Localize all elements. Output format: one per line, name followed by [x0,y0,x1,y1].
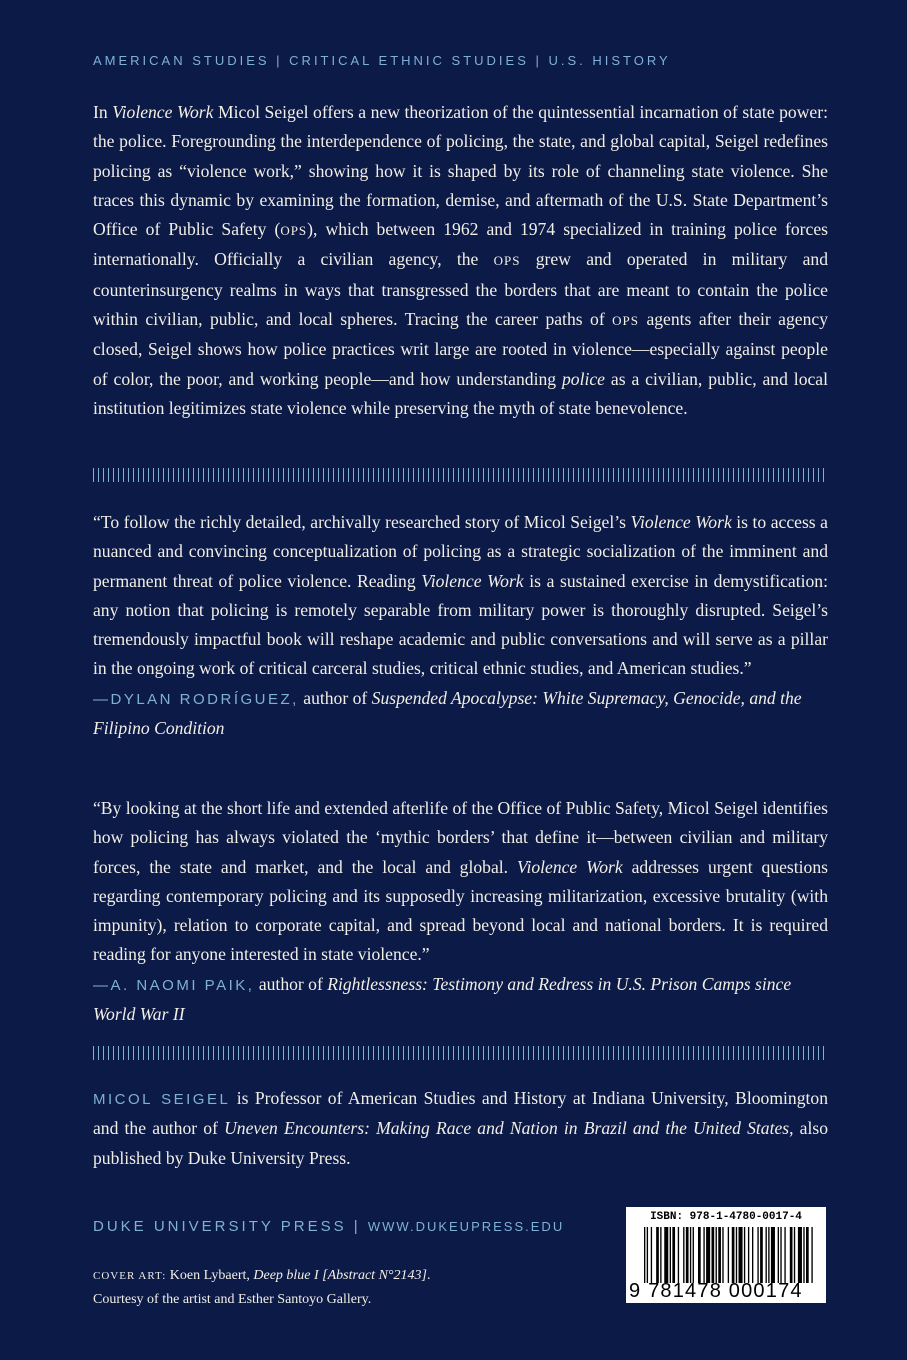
barcode-bar [811,1227,812,1283]
ops-abbrev: OPS [612,313,639,329]
publisher-line: DUKE UNIVERSITY PRESS | WWW.DUKEUPRESS.EDU [93,1218,565,1235]
desc-text: agents after their agency closed, Seigel shows how police practices writ large are rooted in violence—especially against people of color, the poor, and working people—and how understanding [93,309,828,389]
blurb-text: “To follow the richly detailed, archivally researched story of Micol Seigel’s Violence Work is to access a nuanced and convincing conceptualization of policing as a strategic socialization of the imminent and permanent threat of police violence. Reading Violence Work is a sustained exercise in demystification: any notion that policing is remotely separable from military power is thoroughly disrupted. Seigel’s tremendously impactful book will reshape academic and public conversations and will serve as a pillar in the ongoing work of critical carceral studies, critical ethnic studies, and American studies.” [93,512,828,679]
barcode-bar [739,1227,743,1283]
barcode-bar [683,1227,684,1283]
barcode-bar [771,1227,775,1283]
barcode-bar [790,1227,793,1283]
ean-digits: 9 781478 000174 [629,1280,803,1302]
barcode-bar [718,1227,721,1283]
barcode-bar [672,1227,675,1283]
author-book-title: Suspended Apocalypse: White Supremacy, Genocide, and the Filipino Condition [93,687,802,738]
desc-text: Micol Seigel offers a new theorization of the quintessential incarnation of state power: the police. Foregrounding the interdependence of policing, the state, and global capital, Seigel redefines policing as “violence work,” showing how it is shaped by its role of channeling state violence. She traces this dynamic by examining the formation, demise, and aftermath of the U.S. State Department’s Office of Public Safety ( [93,102,828,240]
desc-text: as a civilian, public, and local institution legitimizes state violence while preserving the myth of state benevolence. [93,368,828,418]
blurb-paik [93,794,828,1029]
barcode-bar [794,1227,795,1283]
barcode-bar [778,1227,779,1283]
barcode-bar [798,1227,802,1283]
publisher-name: DUKE UNIVERSITY PRESS [93,1218,347,1235]
desc-text: In [93,102,113,122]
bio-author-name: MICOL SEIGEL [93,1091,231,1108]
ops-abbrev: OPS [493,253,521,269]
barcode-bar [766,1227,767,1283]
author-bio: MICOL SEIGEL is Professor of American Studies and History at Indiana University, Bloomington and the author of Uneven Encounters: Making Race and Nation in Brazil and the United States, also published by Duke University Press. [93,1088,829,1168]
barcode-bar [732,1227,735,1283]
barcode-bar [706,1227,710,1283]
barcode-bar [686,1227,689,1283]
blurb-attribution: —A. NAOMI PAIK, author of Rightlessness: Testimony and Redress in U.S. Prison Camps since World War II [93,973,792,1024]
blurb-text: “By looking at the short life and extended afterlife of the Office of Public Safety, Micol Seigel identifies how policing has always violated the ‘mythic borders’ that define it—between civilian and military forces, the state and market, and the local and global. Violence Work addresses urgent questions regarding contemporary policing and its supposedly increasing militarization, excessive brutality (with impunity), relation to corporate capital, and spread beyond local and national borders. It is required reading for anyone interested in state violence.” [93,798,828,965]
barcode-bar [693,1227,694,1283]
barcode-bar [736,1227,737,1283]
barcode-bar [703,1227,704,1283]
ops-abbrev: OPS [280,223,308,239]
blurb-author: —A. NAOMI PAIK, [93,976,255,994]
book-description [93,98,828,423]
barcode-bar [670,1227,671,1283]
barcode-bar [780,1227,781,1283]
barcode-bar [651,1227,652,1283]
barcode-bar [744,1227,745,1283]
barcode-bar [752,1227,753,1283]
barcode-bar [722,1227,723,1283]
blurb-attribution: —DYLAN RODRÍGUEZ, author of Suspended Apocalypse: White Supremacy, Genocide, and the Filipino Condition [93,687,802,738]
desc-text: grew and operated in military and counterinsurgency realms in ways that transgressed the borders that are meant to contain the police within civilian, public, and local spheres. Tracing the career paths of [93,249,828,330]
barcode-bar [647,1227,648,1283]
author-book-title: Rightlessness: Testimony and Redress in U.S. Prison Camps since World War II [93,973,792,1024]
divider-ticks [93,1046,828,1060]
barcode-bar [690,1227,691,1283]
barcode-bar [748,1227,749,1283]
desc-text: ), which between 1962 and 1974 specialized in training police forces internationally. Officially a civilian agency, the [93,219,829,270]
barcode-bar [712,1227,715,1283]
isbn-barcode [626,1207,826,1303]
isbn-label: ISBN: 978-1-4780-0017-4 [650,1211,802,1223]
barcode-bar [678,1227,679,1283]
barcode-bar [757,1227,758,1283]
barcode-bar [803,1227,804,1283]
barcode-bar [698,1227,701,1283]
desc-police-italic: police [561,368,605,389]
barcode-bar [760,1227,763,1283]
blurb-rodriguez [93,508,828,743]
barcode-bar [644,1227,645,1283]
desc-title: Violence Work [112,102,214,122]
barcode-bar [806,1227,809,1283]
subject-categories: AMERICAN STUDIES | CRITICAL ETHNIC STUDIES | U.S. HISTORY [93,53,671,68]
cover-art-credit: COVER ART: Koen Lybaert, Deep blue I [Abstract N°2143]. Courtesy of the artist and Esther Santoyo Gallery. [93,1268,431,1307]
barcode-bar [660,1227,661,1283]
barcode-bar [728,1227,729,1283]
barcode-bar [784,1227,785,1283]
barcode-bars [644,1227,816,1283]
barcode-bar [664,1227,668,1283]
publisher-url: WWW.DUKEUPRESS.EDU [367,1219,565,1234]
divider-ticks [93,468,828,482]
barcode-bar [656,1227,659,1283]
blurb-author: —DYLAN RODRÍGUEZ, [93,690,299,708]
barcode-bar [768,1227,769,1283]
barcode-bar [716,1227,717,1283]
